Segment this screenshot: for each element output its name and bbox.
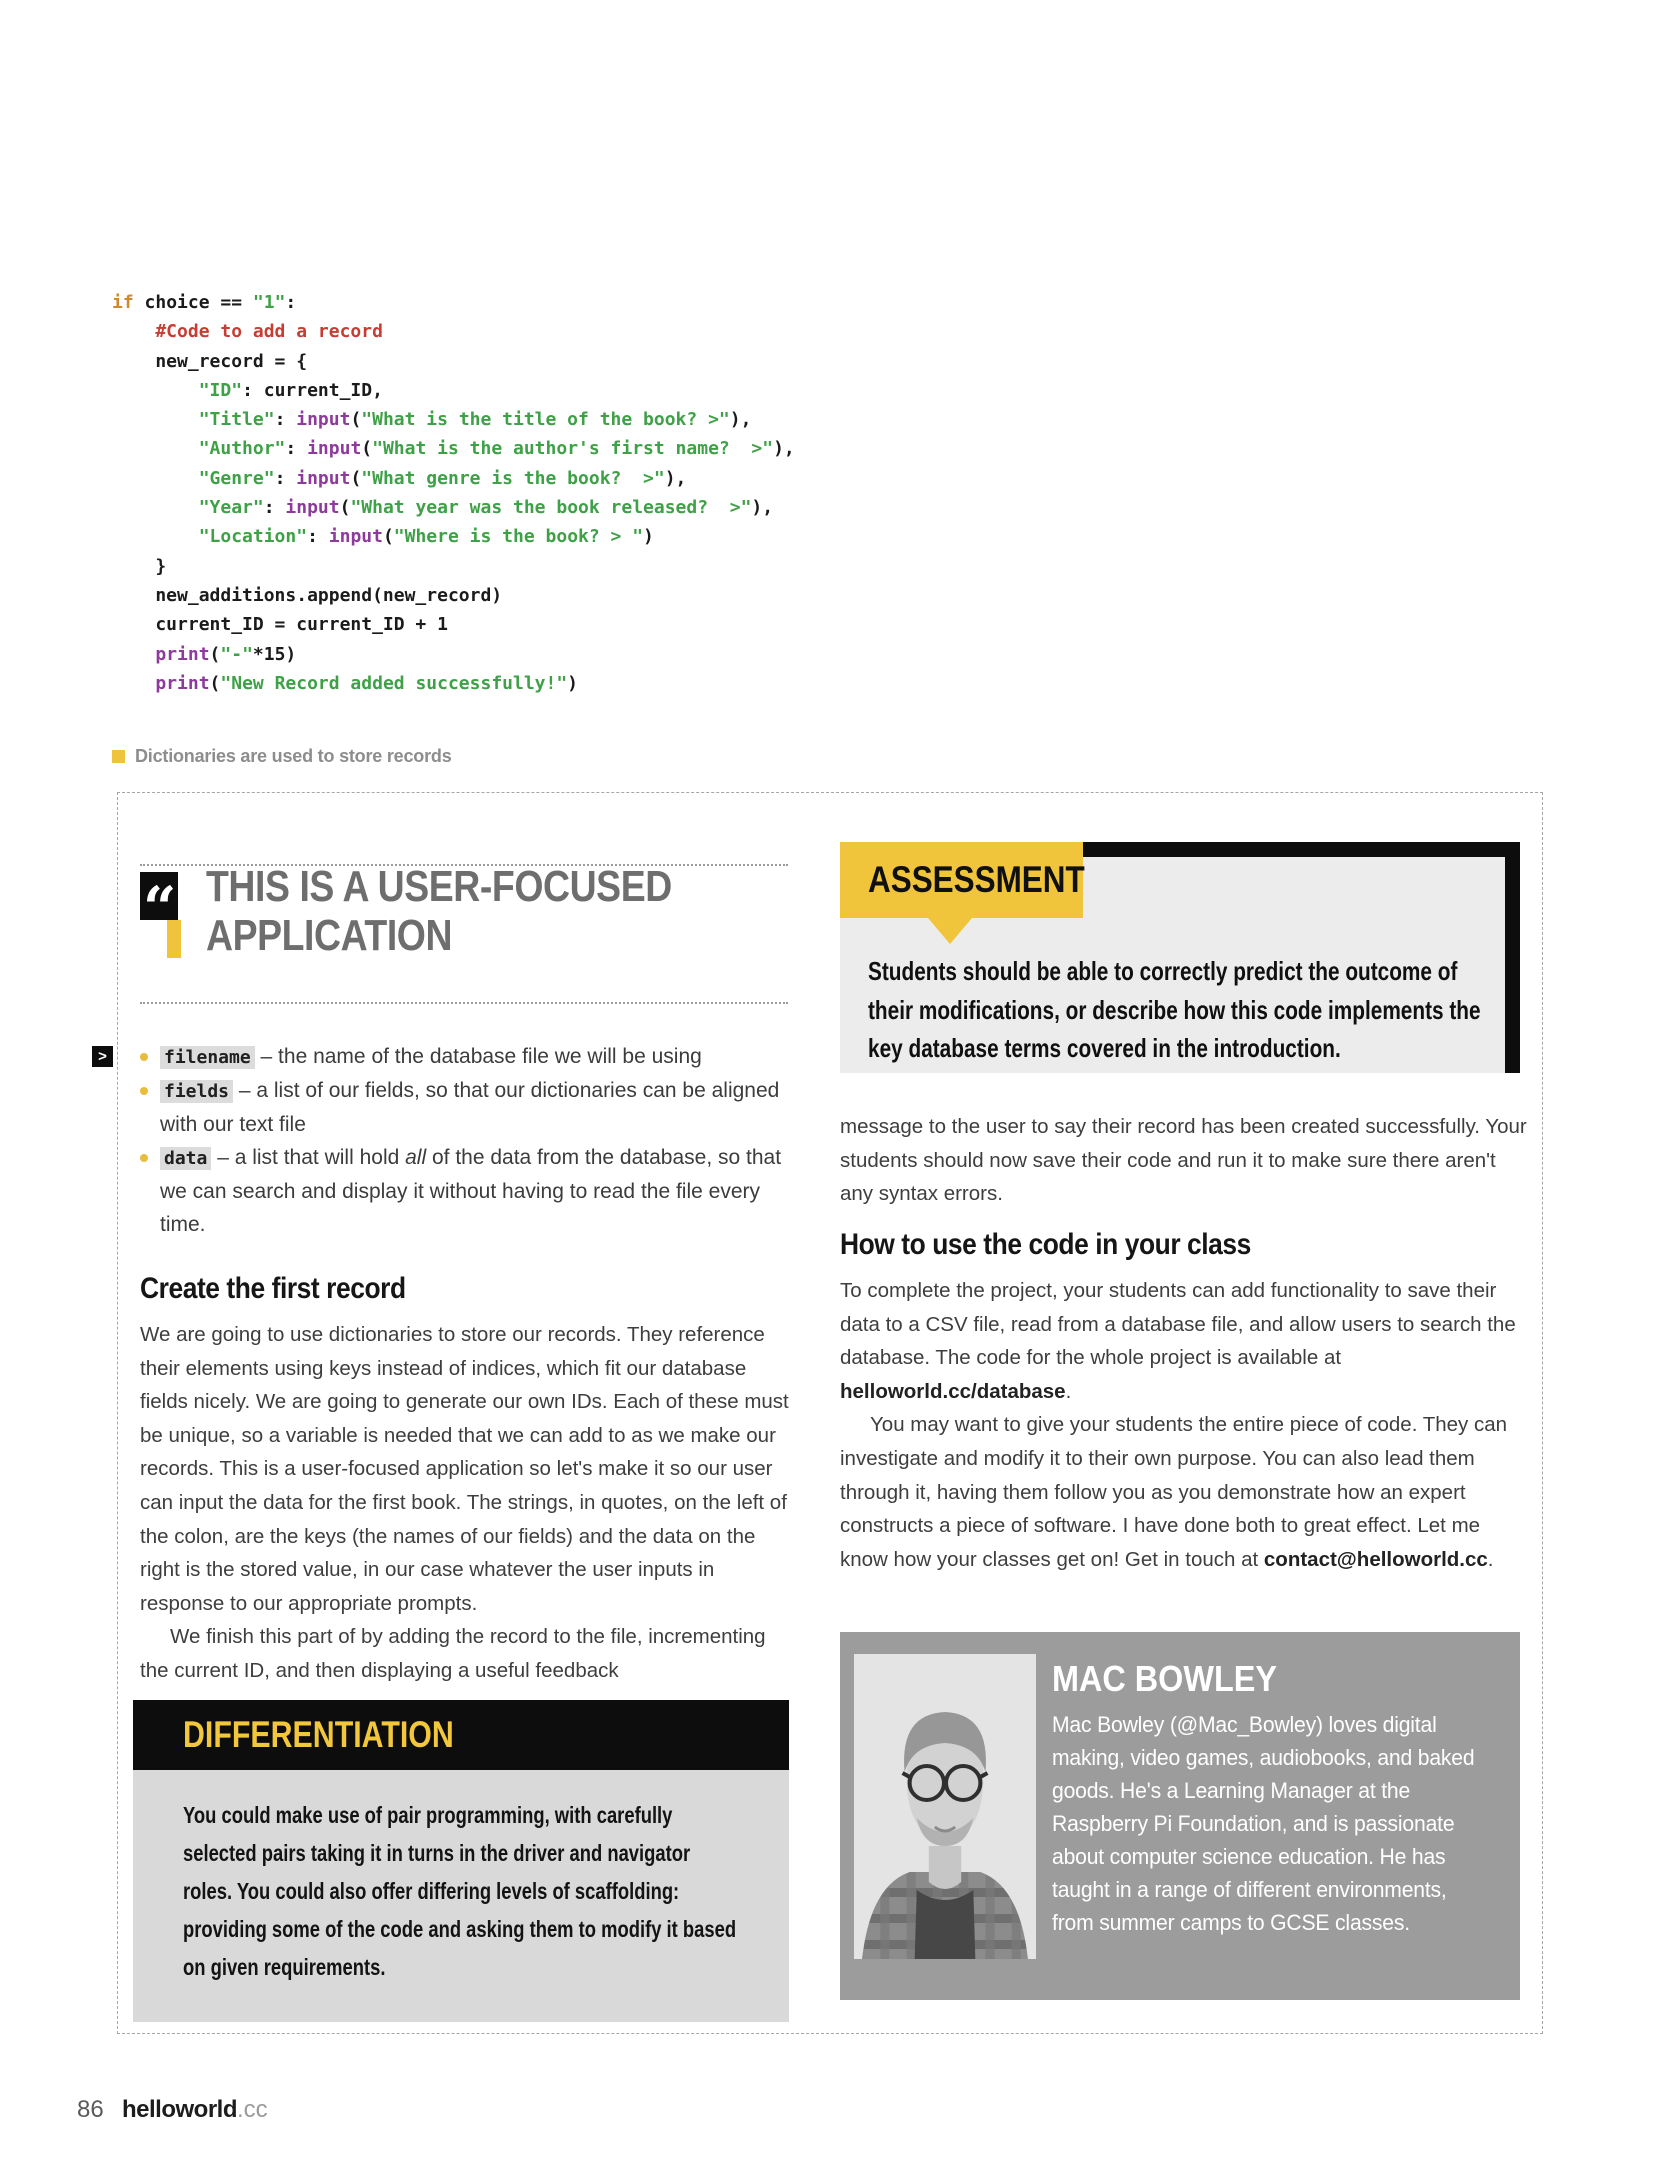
author-photo (854, 1654, 1036, 1959)
differentiation-body (133, 1770, 789, 2022)
pull-quote-text: THIS IS A USER-FOCUSED APPLICATION (206, 862, 672, 960)
assessment-header (840, 842, 1083, 918)
paragraph: You may want to give your students the entire piece of code. They can investigate and modify it to their own purpose. You can also lead them through it, having them follow you as you demonstrate how an expert constructs a piece of software. I have done both to great effect. Let me know how your classes get on! Get in touch at contact@helloworld.cc. (840, 1413, 1508, 1571)
code-line: } (112, 555, 167, 577)
assessment-title: ASSESSMENT (868, 859, 1085, 900)
bullet-icon (140, 1087, 148, 1095)
section-heading-how-to-use: How to use the code in your class (840, 1228, 1251, 1261)
assessment-text: Students should be able to correctly predict the outcome of their modifications, or describe how this code implements the key database terms covered in the introduction. (868, 956, 1481, 1063)
right-column-continuation (840, 1110, 1528, 1211)
footer-brand-name: helloworld (122, 2096, 237, 2123)
footer-brand (122, 2096, 268, 2124)
code-term: data (160, 1147, 211, 1170)
differentiation-title: DIFFERENTIATION (183, 1714, 454, 1755)
caption-text: Dictionaries are used to store records (135, 746, 452, 766)
code-line: "Year": input("What year was the book released? >"), (198, 497, 774, 519)
quote-icon (140, 872, 178, 920)
variable-bullet-list (140, 1040, 796, 1241)
bullet-icon (140, 1154, 148, 1162)
differentiation-header (133, 1700, 789, 1770)
code-line: if choice == "1": (112, 292, 297, 313)
paragraph: To complete the project, your students can add functionality to save their data to a CSV file, read from a database file, and allow users to search the database. The code for the whole project is available at helloworld.cc/database. (840, 1279, 1516, 1403)
author-name: MAC BOWLEY (1052, 1658, 1277, 1699)
quote-accent-tab (167, 920, 181, 958)
section-heading-create-record: Create the first record (140, 1272, 406, 1305)
author-description: Mac Bowley (@Mac_Bowley) loves digital making, video games, audiobooks, and baked goods. He's a Learning Manager at the Raspberry Pi Foundation, and is passionate about computer science education. He has taught in a range of different environments, from summer camps to GCSE classes. (1052, 1712, 1475, 1935)
left-column-body (140, 1318, 796, 1688)
code-line: "Location": input("Where is the book? > ") (198, 526, 654, 548)
assessment-box (840, 842, 1520, 1073)
code-line: print("-"*15) (155, 643, 297, 665)
python-code-listing (112, 288, 795, 698)
bullet-item: data – a list that will hold all of the data from the database, so that we can search and display it without having to read the file every time. (140, 1141, 796, 1241)
code-line: "Genre": input("What genre is the book? >"), (198, 467, 687, 489)
quote-glyph: “ (143, 874, 173, 920)
author-bio-box (840, 1632, 1520, 2000)
paragraph: message to the user to say their record has been created successfully. Your students should now save their code and run it to make sure there aren't any syntax errors. (840, 1115, 1527, 1206)
page-number: 86 (77, 2096, 104, 2123)
code-line: current_ID = current_ID + 1 (112, 614, 448, 636)
bullet-item: filename – the name of the database file we will be using (140, 1040, 796, 1074)
assessment-pointer-icon (928, 918, 972, 944)
bullet-icon (140, 1053, 148, 1061)
code-line: #Code to add a record (112, 321, 383, 343)
code-line: new_additions.append(new_record) (112, 584, 503, 606)
figure-caption (112, 746, 452, 767)
differentiation-box (133, 1700, 789, 2022)
footer-brand-suffix: .cc (237, 2096, 268, 2123)
right-column-body (840, 1274, 1528, 1576)
paragraph: We finish this part of by adding the record to the file, incrementing the current ID, and then displaying a useful feedback (140, 1625, 766, 1682)
code-line: "ID": current_ID, (198, 379, 383, 401)
caption-bullet-icon (112, 750, 125, 763)
code-line: "Author": input("What is the author's first name? >"), (198, 438, 795, 460)
pull-quote-rule-bottom (140, 1002, 788, 1004)
differentiation-text: You could make use of pair programming, with carefully selected pairs taking it in turns in the driver and navigator roles. You could also offer differing levels of scaffolding: providing some of the code and asking them to modify it based on given requirements. (183, 1802, 737, 1980)
code-term: fields (160, 1080, 233, 1103)
code-line: print("New Record added successfully!") (155, 672, 579, 694)
paragraph: We are going to use dictionaries to store our records. They reference their elements using keys instead of indices, which fit our database fields nicely. We are going to generate our own IDs. Each of these must be unique, so a variable is needed that we can add to as we make our records. This is a user-focused application so let's make it so our user can input the data for the first book. The strings, in quotes, on the left of the colon, are the keys (the names of our fields) and the data on the right is the stored value, in our case whatever the user inputs in response to our appropriate prompts. (140, 1323, 789, 1615)
code-line: "Title": input("What is the title of the book? >"), (198, 409, 752, 431)
code-term: filename (160, 1046, 255, 1069)
bullet-item: fields – a list of our fields, so that our dictionaries can be aligned with our text file (140, 1074, 796, 1141)
code-line: new_record = { (112, 350, 308, 372)
continuation-arrow-icon: > (92, 1046, 113, 1067)
